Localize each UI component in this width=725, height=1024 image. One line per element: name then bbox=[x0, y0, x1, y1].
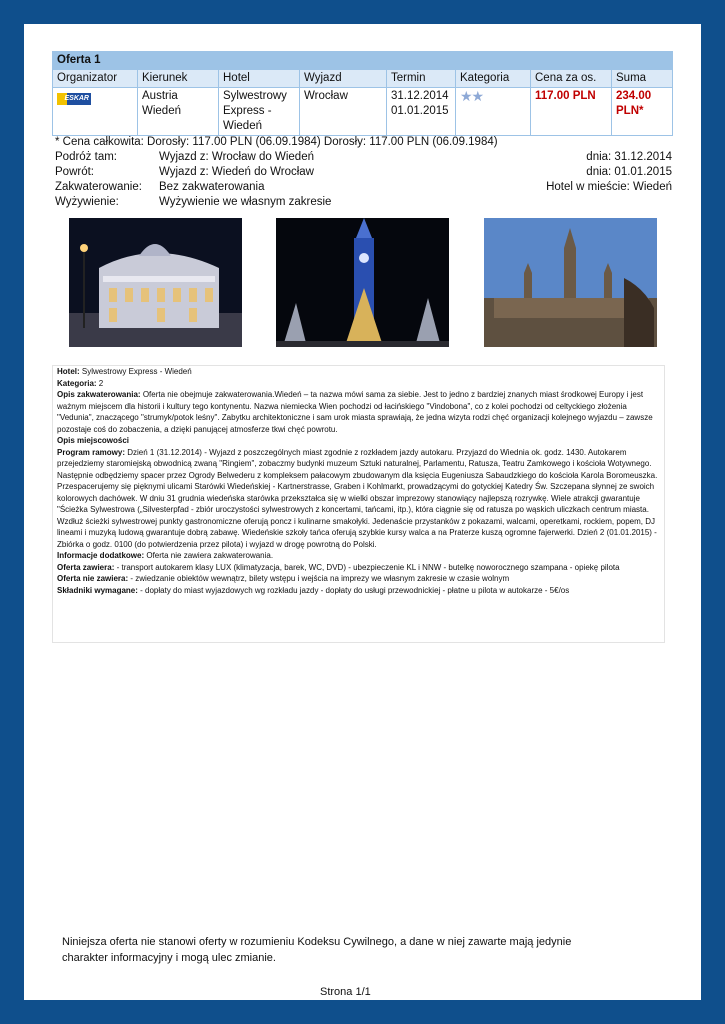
summary-label: Zakwaterowanie: bbox=[55, 181, 142, 193]
offer-data-row bbox=[53, 88, 673, 136]
offer-title: Oferta 1 bbox=[53, 52, 673, 70]
detail-label: Oferta zawiera: bbox=[57, 562, 115, 572]
header-category: Kategoria bbox=[456, 70, 531, 88]
summary-hotel-city: Hotel w mieście: Wiedeń bbox=[546, 181, 672, 193]
organizer-logo: ESKAR bbox=[57, 93, 91, 105]
price-per-person: 117.00 PLN bbox=[531, 88, 612, 136]
summary-row-outbound bbox=[55, 150, 672, 165]
summary-value: Bez zakwaterowania bbox=[159, 181, 265, 193]
term-cell bbox=[387, 88, 456, 136]
trip-summary bbox=[55, 135, 672, 210]
detail-value: 2 bbox=[96, 378, 104, 388]
hotel-line-2: Express - bbox=[223, 105, 272, 117]
detail-label: Składniki wymagane: bbox=[57, 585, 138, 595]
total-price-line: * Cena całkowita: Dorosły: 117.00 PLN (06.09.1984) Dorosły: 117.00 PLN (06.09.1984) bbox=[55, 136, 498, 148]
detail-label: Oferta nie zawiera: bbox=[57, 574, 129, 583]
detail-label: Opis zakwaterowania: bbox=[57, 390, 141, 399]
detail-value: - dopłaty do miast wyjazdowych wg rozkładu jazdy - dopłaty do usługi przewodnickiej - płatne u pilota w autokarze - 5€/os bbox=[137, 585, 570, 595]
photo-gallery bbox=[69, 218, 657, 348]
header-organizer: Organizator bbox=[53, 70, 138, 88]
detail-label: Kategoria: bbox=[57, 378, 97, 388]
summary-label: Powrót: bbox=[55, 166, 94, 178]
detail-label: Program ramowy: bbox=[57, 447, 126, 457]
disclaimer: Niniejsza oferta nie stanowi oferty w rozumieniu Kodeksu Cywilnego, a dane w niej zawarte mają jedynie charakter informacyjny i mogą ulec zmianie. bbox=[62, 936, 572, 964]
detail-value: Dzień 1 (31.12.2014) - Wyjazd z poszczególnych miast zgodnie z rozkładem jazdy autokaru. Przyjazd do Wiednia ok. godz. 1430. Autokarem przejedziemy staromiejską obwodnicą zwaną "Ringiem", zobaczmy budynki muzeum Sztuki naturalnej, Parlamentu, Ratusza, Teatru Zamkowego i kościoła Wotywnego. Następnie odbędziemy spacer przez Ogrody Belwederu z kompleksem pałacowym zbudowanym dla księcia Eugeniusza Sabaudzkiego do kościoła Karola Boromeuszka. Przespacerujemy się pięknymi ulicami Starówki Wiedeńskiej - Kartnerstrasse, Graben i Kohlmarkt, prowadzącymi do gotyckiej Katedry Św. Szczepana słynnej ze swoich kolorowych dachówek. W dniu 31 grudnia wiedeńska starówka przekształca się w wielki obszar imprezowy stanowiący najlepszą rozrywkę. Wiele atrakcji gwarantuje "Ścieżka Sylwestrowa („Silvesterpfad - zbiór uroczystości sylwestrowych z koncertami, tańcami, itp.), która ciągnie się od ratusza po wąskich uliczkach centrum miasta. Wzdłuż ścieżki sylwestrowej punkty gastronomiczne oferują poncz i kulinarne smakołyki. Jedenaście przystanków z pokazami, walcami, operetkami, rockiem, popem, DJ lineami i muzyką ludową gwarantuje dobrą zabawę. Wiedeńskie szkoły tańca oferują szybkie kursy walca a na Praterze kuszą ogromne fajerwerki. Dzień 2 (01.01.2015) - Zbiórka o godz. 0100 (do potwierdzenia przez pilota) i wyjazd w drogę powrotną do Polski. bbox=[57, 447, 658, 549]
summary-row-accommodation bbox=[55, 180, 672, 195]
detail-value: - zwiedzanie obiektów wewnątrz, bilety wstępu i wejścia na imprezy we własnym zakresie w czasie wolnym bbox=[128, 574, 510, 583]
burgtheater-photo bbox=[69, 218, 242, 347]
departure-cell: Wrocław bbox=[300, 88, 387, 136]
header-departure: Wyjazd bbox=[300, 70, 387, 88]
detail-label: Informacje dodatkowe: bbox=[57, 551, 145, 560]
total-cell bbox=[612, 88, 673, 136]
detail-label: Opis miejscowości bbox=[57, 436, 130, 445]
total-amount: 234.00 bbox=[616, 90, 652, 102]
summary-label: Podróż tam: bbox=[55, 151, 117, 163]
detail-value: Sylwestrowy Express - Wiedeń bbox=[79, 367, 192, 376]
category-stars-icon: ★★ bbox=[460, 88, 484, 104]
summary-row-meals bbox=[55, 195, 672, 210]
destination-cell bbox=[138, 88, 219, 136]
header-hotel: Hotel bbox=[219, 70, 300, 88]
summary-date: dnia: 01.01.2015 bbox=[586, 166, 672, 178]
offer-details bbox=[52, 365, 665, 643]
header-price: Cena za os. bbox=[531, 70, 612, 88]
destination-country: Austria bbox=[142, 90, 178, 102]
detail-value: - transport autokarem klasy LUX (klimatyzacja, barek, WC, DVD) - ubezpieczenie KL i NNW - butelkę noworocznego szampana - opiekę pilota bbox=[114, 562, 620, 572]
christmas-tree-photo bbox=[276, 218, 449, 347]
header-term: Termin bbox=[387, 70, 456, 88]
offer-table bbox=[52, 51, 673, 136]
detail-value: Oferta nie obejmuje zakwaterowania.Wiedeń – ta nazwa mówi sama za siebie. Jest to jedno z bardziej znanych miast środkowej Europy i jest ważnym miejscem dla historii i kultury tego kontynentu. Nazwa niemiecka Wien pochodzi od łacińskiego "Vindobona", co z kolei pochodzi od celtyckiego złożenia "Vedunia", znaczącego "strumyk/potok leśny". Zabytku architektoniczne i sam urok miasta sprawiają, że jedna wizyta rodzi chęć organizacji kolejnego wyjazdu – zawsze pozostaje coś do zobaczenia, a dzięki panującej atmosferze tkwi chęć powrotu. bbox=[57, 390, 653, 434]
summary-value: Wyjazd z: Wrocław do Wiedeń bbox=[159, 151, 314, 163]
detail-label: Hotel: bbox=[57, 367, 80, 376]
hotel-line-1: Sylwestrowy bbox=[223, 90, 287, 102]
header-total: Suma bbox=[612, 70, 673, 88]
total-currency: PLN* bbox=[616, 105, 644, 117]
destination-city: Wiedeń bbox=[142, 105, 181, 117]
city-hall-photo bbox=[484, 218, 657, 347]
hotel-line-3: Wiedeń bbox=[223, 120, 262, 132]
offer-header-row bbox=[53, 70, 673, 88]
summary-date: dnia: 31.12.2014 bbox=[586, 151, 672, 163]
header-destination: Kierunek bbox=[138, 70, 219, 88]
summary-value: Wyżywienie we własnym zakresie bbox=[159, 196, 332, 208]
page-number: Strona 1/1 bbox=[320, 986, 371, 998]
summary-label: Wyżywienie: bbox=[55, 196, 119, 208]
term-end: 01.01.2015 bbox=[391, 105, 449, 117]
organizer-cell bbox=[53, 88, 138, 136]
term-start: 31.12.2014 bbox=[391, 90, 449, 102]
category-cell bbox=[456, 88, 531, 136]
detail-value: Oferta nie zawiera zakwaterowania. bbox=[144, 551, 274, 560]
document-page bbox=[24, 24, 701, 1000]
hotel-cell bbox=[219, 88, 300, 136]
summary-value: Wyjazd z: Wiedeń do Wrocław bbox=[159, 166, 314, 178]
summary-row-return bbox=[55, 165, 672, 180]
